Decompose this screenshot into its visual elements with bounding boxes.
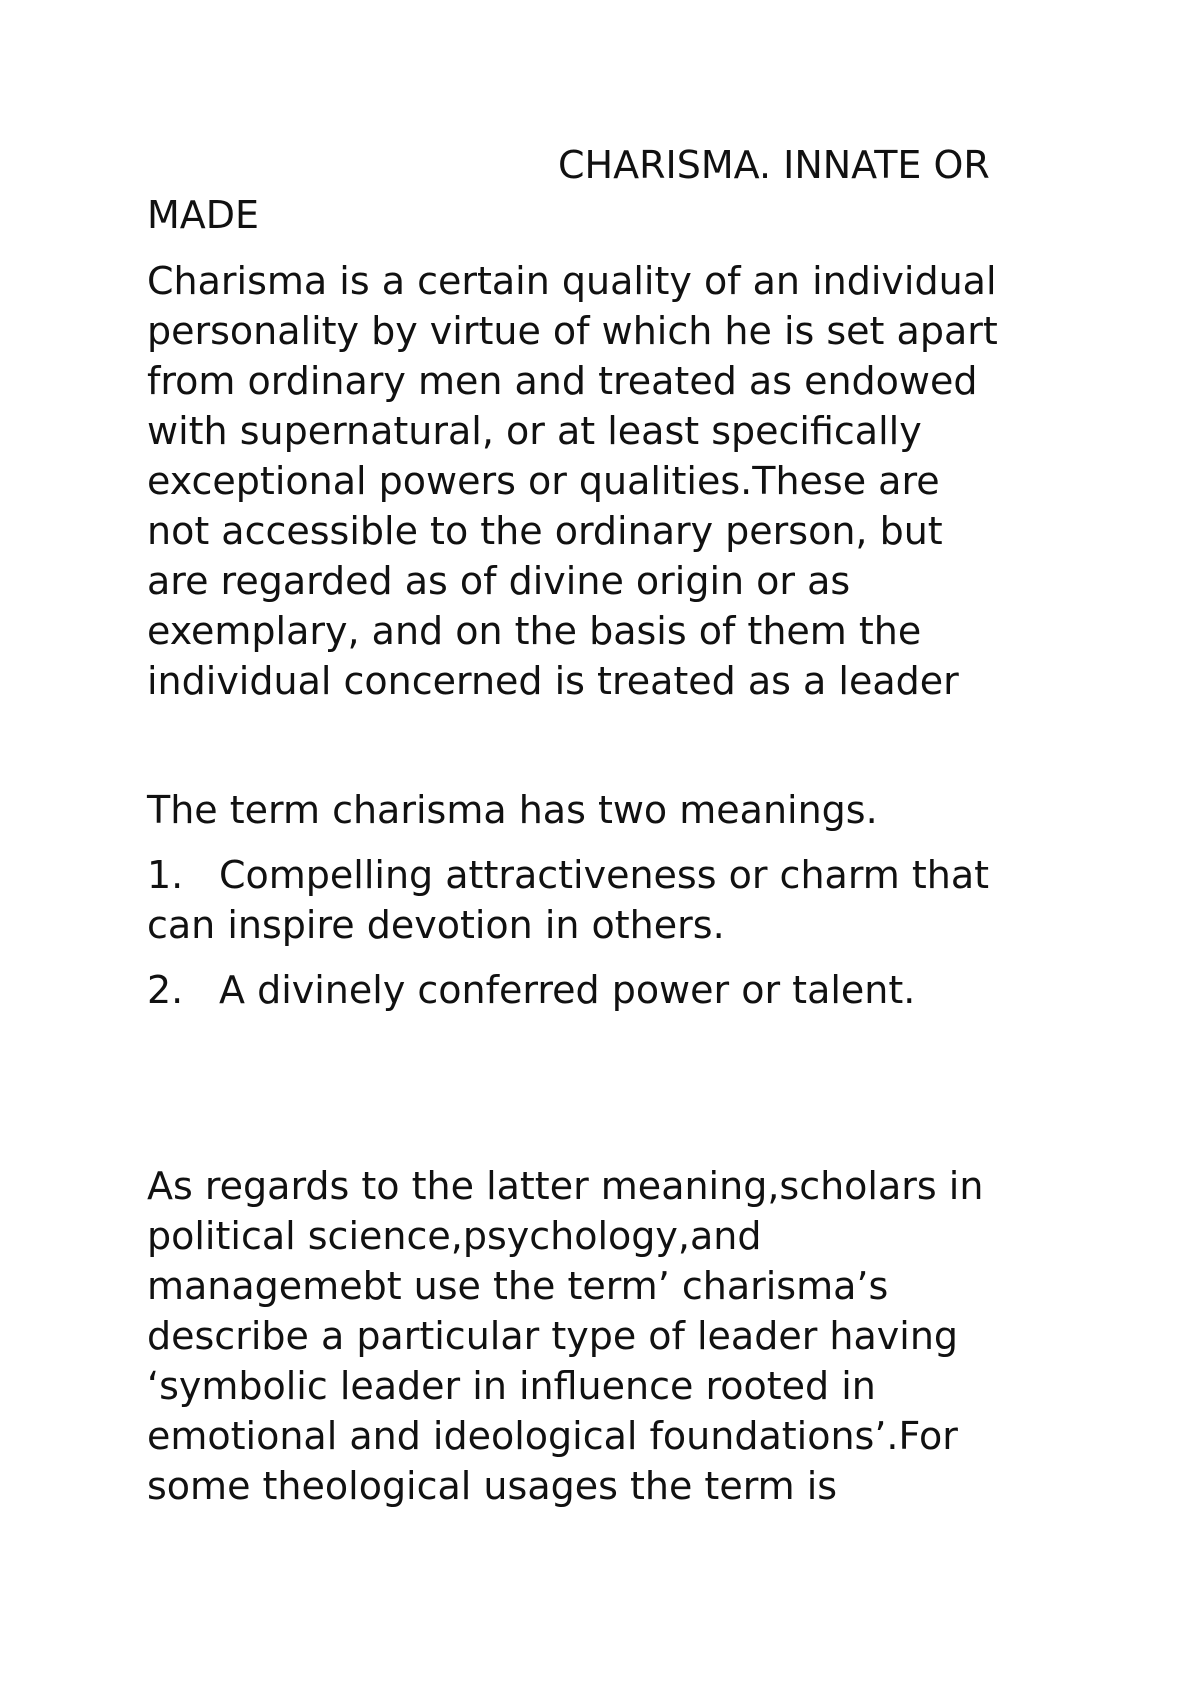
text-line: from ordinary men and treated as endowed (147, 359, 978, 403)
list-item (147, 850, 1077, 950)
document-content (147, 140, 1077, 1511)
text-line: individual concerned is treated as a leader (147, 659, 959, 703)
meanings-intro: The term charisma has two meanings. (147, 788, 878, 832)
text-line: emotional and ideological foundations’.For (147, 1414, 958, 1458)
text-line: exceptional powers or qualities.These are (147, 459, 940, 503)
definition-paragraph (147, 256, 1077, 706)
list-number: 2. (147, 968, 184, 1012)
list-item-text: Compelling attractiveness or charm that (219, 853, 990, 897)
text-line: with supernatural, or at least specifically (147, 409, 922, 453)
text-line: ‘symbolic leader in influence rooted in (147, 1364, 876, 1408)
text-line: personality by virtue of which he is set apart (147, 309, 998, 353)
latter-meaning-paragraph (147, 1161, 1077, 1511)
text-line: Charisma is a certain quality of an individual (147, 259, 997, 303)
list-item-text: A divinely conferred power or talent. (219, 968, 916, 1012)
text-line: exemplary, and on the basis of them the (147, 609, 922, 653)
text-line: some theological usages the term is (147, 1464, 838, 1508)
text-line: describe a particular type of leader having (147, 1314, 959, 1358)
text-line: political science,psychology,and (147, 1214, 762, 1258)
list-item (147, 965, 1077, 1015)
text-line: managemebt use the term’ charisma’s (147, 1264, 889, 1308)
list-number: 1. (147, 853, 184, 897)
list-item-text: can inspire devotion in others. (147, 903, 725, 947)
text-line: are regarded as of divine origin or as (147, 559, 851, 603)
meanings-list (147, 850, 1077, 1015)
document-title: CHARISMA. INNATE OR MADE (147, 143, 990, 237)
text-line: not accessible to the ordinary person, but (147, 509, 943, 553)
text-line: As regards to the latter meaning,scholars in (147, 1164, 984, 1208)
